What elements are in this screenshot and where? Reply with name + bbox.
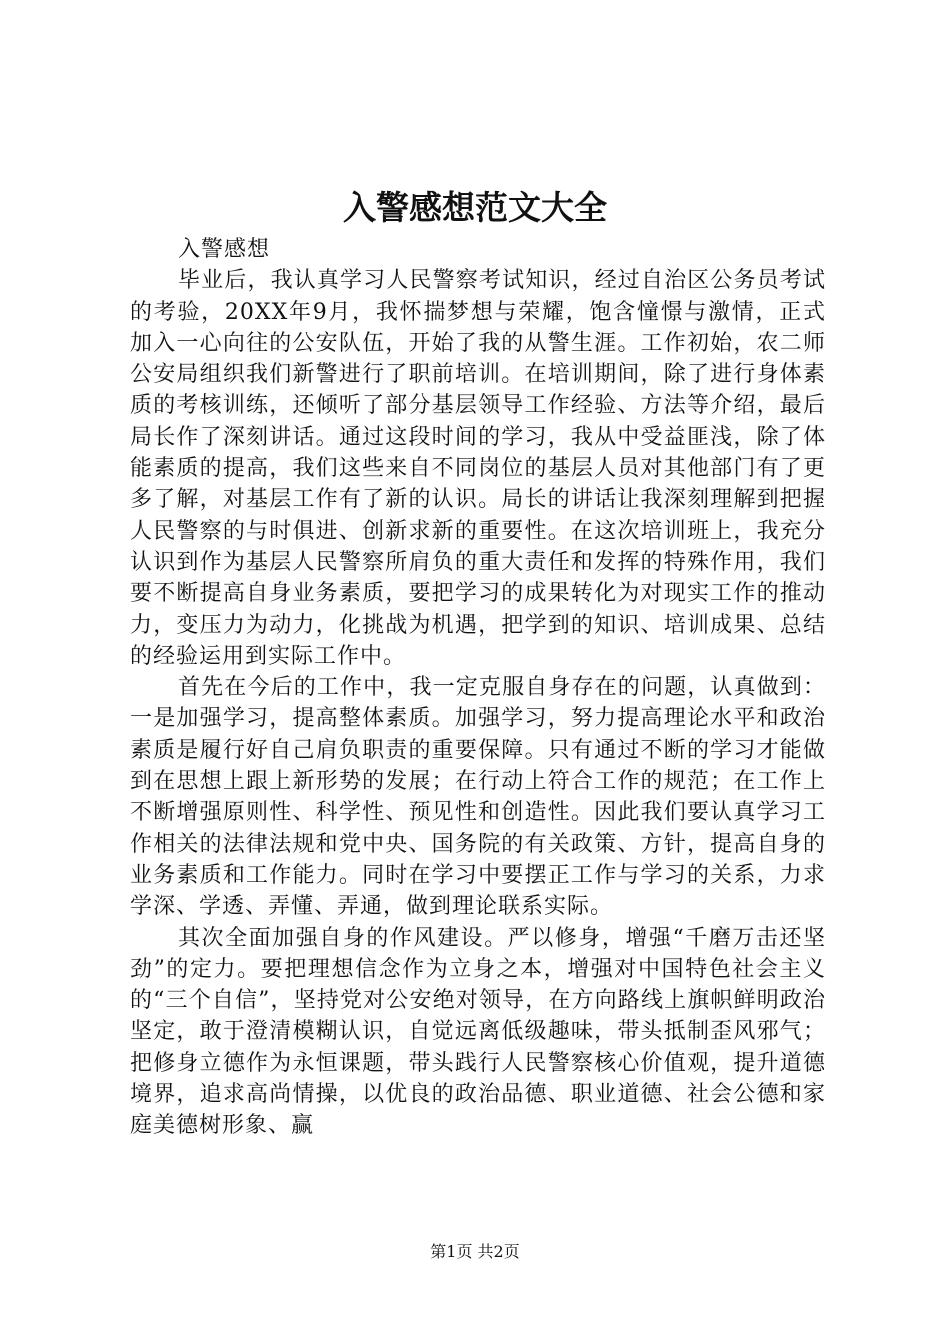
document-body [130,234,826,1142]
paragraph: 毕业后，我认真学习人民警察考试知识，经过自治区公务员考试的考验，20XX年9月，我怀揣梦想与荣耀，饱含憧憬与激情，正式加入一心向往的公安队伍，开始了我的从警生涯。工作初始，农二师公安局组织我们新警进行了职前培训。在培训期间，除了进行身体素质的考核训练，还倾听了部分基层领导工作经验、方法等介绍，最后局长作了深刻讲话。通过这段时间的学习，我从中受益匪浅，除了体能素质的提高，我们这些来自不同岗位的基层人员对其他部门有了更多了解，对基层工作有了新的认识。局长的讲话让我深刻理解到把握人民警察的与时俱进、创新求新的重要性。在这次培训班上，我充分认识到作为基层人民警察所肩负的重大责任和发挥的特殊作用，我们要不断提高自身业务素质，要把学习的成果转化为对现实工作的推动力，变压力为动力，化挑战为机遇，把学到的知识、培训成果、总结的经验运用到实际工作中。 [130,268,826,669]
document-title: 入警感想范文大全 [343,188,607,227]
page-footer [0,1241,950,1263]
page-number-indicator: 第1页 共2页 [430,1242,520,1261]
paragraph: 首先在今后的工作中，我一定克服自身存在的问题，认真做到：一是加强学习，提高整体素质。加强学习，努力提高理论水平和政治素质是履行好自己肩负职责的重要保障。只有通过不断的学习才能做到在思想上跟上新形势的发展；在行动上符合工作的规范；在工作上不断增强原则性、科学性、预见性和创造性。因此我们要认真学习工作相关的法律法规和党中央、国务院的有关政策、方针，提高自身的业务素质和工作能力。同时在学习中要摆正工作与学习的关系，力求学深、学透、弄懂、弄通，做到理论联系实际。 [130,675,826,920]
paragraph: 其次全面加强自身的作风建设。严以修身，增强“千磨万击还坚劲”的定力。要把理想信念作为立身之本，增强对中国特色社会主义的“三个自信”，坚持党对公安绝对领导，在方向路线上旗帜鲜明政治坚定，敢于澄清模糊认识，自觉远离低级趣味，带头抵制歪风邪气；把修身立德作为永恒课题，带头践行人民警察核心价值观，提升道德境界，追求高尚情操，以优良的政治品德、职业道德、社会公德和家庭美德树形象、赢 [130,925,826,1139]
paragraph-subtitle: 入警感想 [178,237,271,262]
